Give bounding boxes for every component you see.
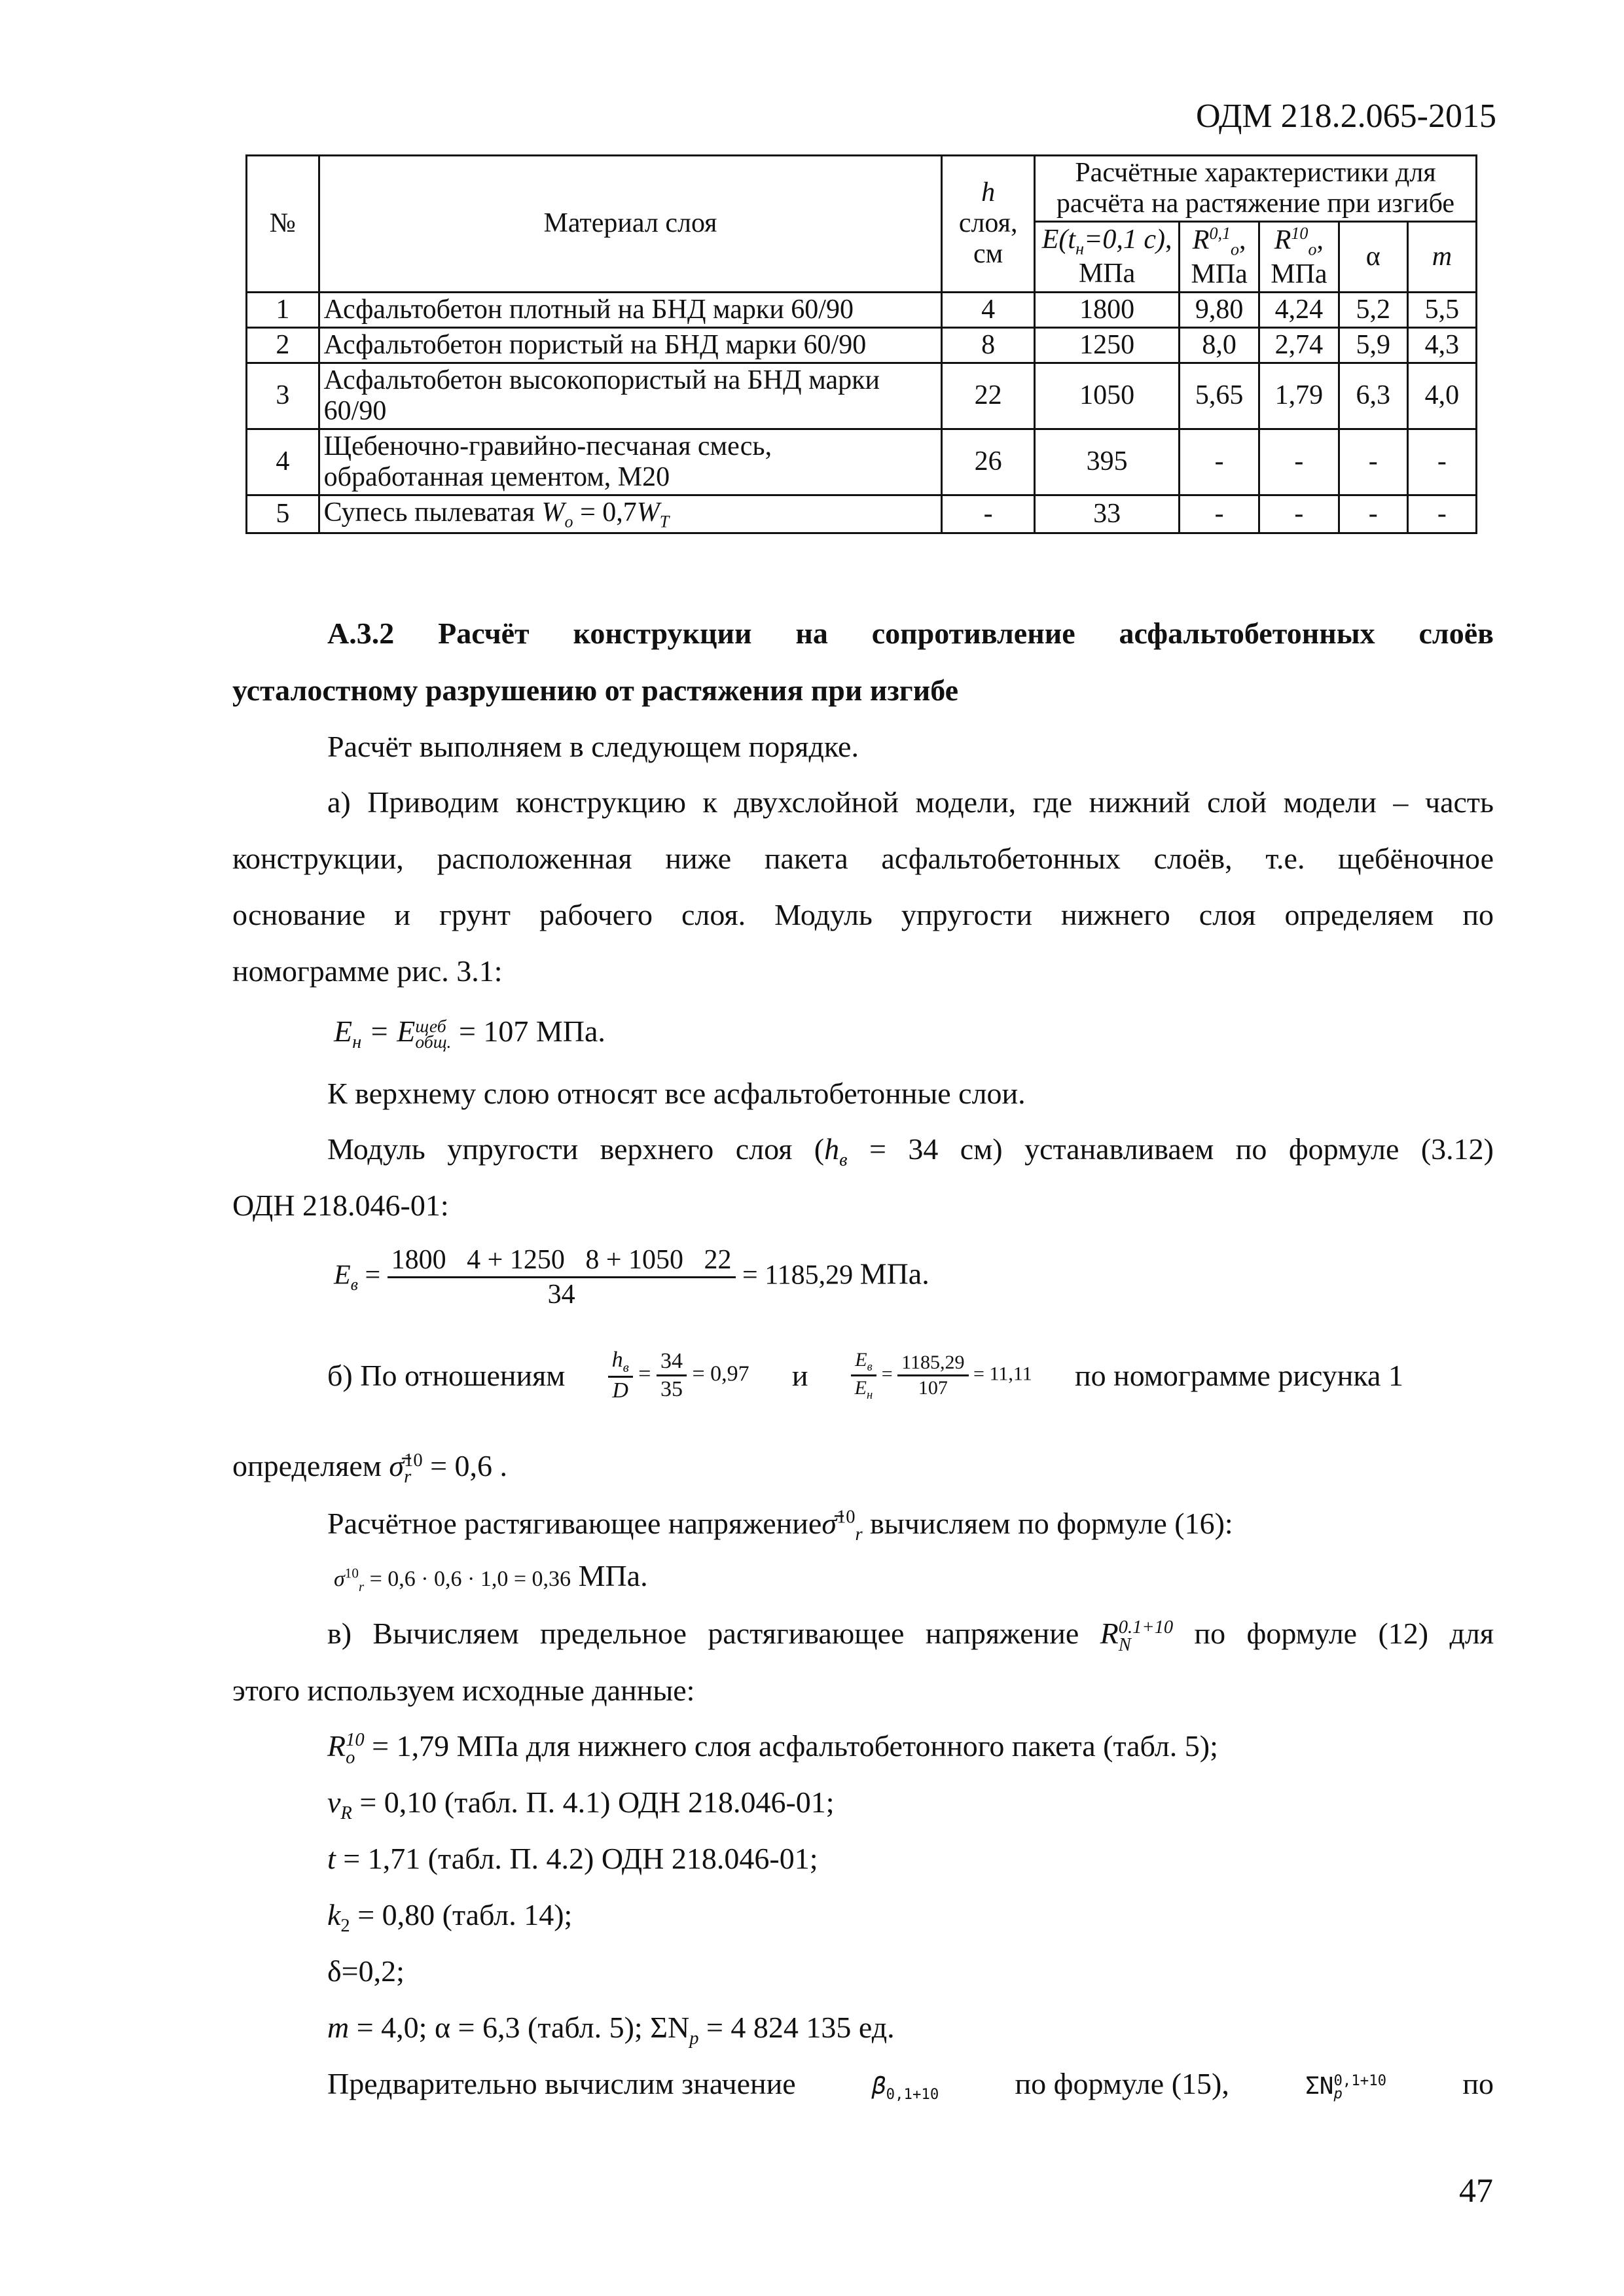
paragraph-a-line-2: конструкции, расположенная ниже пакета асфальтобетонных слоёв, т.е. щебёночное xyxy=(232,842,1494,875)
p9-sum-sup: 0,1+10 xyxy=(1333,2072,1387,2089)
p9-sum xyxy=(1305,2072,1386,2100)
p5-f2-frac xyxy=(851,1348,877,1403)
material-eq: = 0,7 xyxy=(573,497,637,528)
p5-and: и xyxy=(791,1359,808,1393)
paragraph-modulus-line-1 xyxy=(327,1131,1494,1172)
p8-r: R xyxy=(1100,1617,1119,1650)
p9-text-a: Предварительно вычислим значение xyxy=(327,2067,796,2100)
f3-unit: МПа. xyxy=(578,1559,648,1592)
cell-material: Асфальтобетон высокопористый на БНД марки 60/90 xyxy=(319,363,942,429)
paragraph-stress xyxy=(327,1505,1233,1546)
p9-text-b: по формуле (15), xyxy=(1015,2067,1229,2100)
paragraph-preliminary xyxy=(327,2066,1494,2104)
f1-lhs: E xyxy=(334,1014,353,1048)
p5-f1-num xyxy=(608,1347,633,1378)
col-header-material: Материал слоя xyxy=(319,156,942,293)
p5-ratio-e: $\frac{E_в}{E_н}$ = $\frac{1185,29}{107}$ = 11,11 xyxy=(851,1348,1032,1403)
p6-sub: r xyxy=(404,1467,412,1488)
col-header-r10: $R^{10}_о$, МПа xyxy=(1259,222,1339,293)
f3-sup: 10 xyxy=(344,1565,359,1581)
p5-f2-frac2 xyxy=(897,1351,968,1400)
p5-f2-num-sub: в xyxy=(867,1360,873,1374)
p7-text-a: Расчётное растягивающее напряжение xyxy=(327,1507,822,1540)
p5-f2-num-var: E xyxy=(855,1349,867,1371)
f2-unit: МПа. xyxy=(859,1257,929,1291)
p9-sum-sub: p xyxy=(1333,2085,1343,2102)
material-wt: W xyxy=(636,497,660,528)
table-row xyxy=(247,292,1477,327)
data-vr xyxy=(327,1784,835,1825)
document-code: ОДМ 218.2.065-2015 xyxy=(1196,98,1496,135)
r10-sub: о xyxy=(1308,240,1317,259)
d4-text: = 0,80 (табл. 14); xyxy=(350,1898,573,1931)
paragraph-c-line-2: этого используем исходные данные: xyxy=(232,1674,695,1707)
data-m-alpha-np xyxy=(327,2009,895,2050)
p7-sub: r xyxy=(855,1524,863,1545)
e-label-b: =0,1 с) xyxy=(1084,224,1165,255)
cell-m: 4,3 xyxy=(1407,327,1476,363)
p4-h: h xyxy=(824,1132,840,1166)
cell-r10: 4,24 xyxy=(1259,292,1339,327)
cell-alpha: 5,2 xyxy=(1339,292,1407,327)
cell-r10: 2,74 xyxy=(1259,327,1339,363)
cell-m: - xyxy=(1407,429,1476,495)
p7-sup: 10 xyxy=(837,1507,856,1528)
f2-lhs-sub: в xyxy=(350,1274,358,1294)
r01-sup: 0,1 xyxy=(1209,224,1231,243)
col-header-thickness xyxy=(942,156,1035,293)
p8-sup: 0.1+10 xyxy=(1118,1617,1174,1638)
d4-sub: 2 xyxy=(340,1916,350,1937)
data-r10 xyxy=(327,1728,1218,1767)
d1-r: R xyxy=(327,1729,346,1763)
cell-h: 26 xyxy=(942,429,1035,495)
f1-sub: общ. xyxy=(415,1031,452,1052)
col-header-group: Расчётные характеристики для расчёта на растяжение при изгибе xyxy=(1034,156,1476,222)
e-unit: , МПа xyxy=(1078,224,1172,289)
f1-sup: щеб xyxy=(415,1015,446,1036)
p6-text-b: = 0,6 . xyxy=(422,1449,508,1482)
cell-h: 4 xyxy=(942,292,1035,327)
f3-sigma: σ xyxy=(334,1567,345,1591)
table-row xyxy=(247,429,1477,495)
r10-unit: МПа xyxy=(1271,259,1327,289)
p6-sup: 10 xyxy=(404,1450,423,1471)
cell-e: 1050 xyxy=(1034,363,1179,429)
col-header-m: m xyxy=(1407,222,1476,293)
cell-h: - xyxy=(942,495,1035,533)
p5-f2-res: = 11,11 xyxy=(973,1363,1032,1385)
material-wt-sub: Т xyxy=(659,512,670,531)
f1-rhs: = 107 МПа. xyxy=(451,1014,605,1048)
cell-no: 2 xyxy=(247,327,319,363)
cell-r10: 1,79 xyxy=(1259,363,1339,429)
h-var: h xyxy=(981,177,996,208)
f1-lhs-sub: н xyxy=(352,1032,362,1053)
f2-rhs: = 1185,29 xyxy=(742,1260,854,1291)
cell-e: 1250 xyxy=(1034,327,1179,363)
cell-m: 5,5 xyxy=(1407,292,1476,327)
material-w: W xyxy=(541,497,565,528)
r10-var: R xyxy=(1274,225,1291,256)
p5-f2-den-var: E xyxy=(854,1377,867,1399)
cell-no: 1 xyxy=(247,292,319,327)
p9-beta xyxy=(872,2072,939,2104)
section-heading-line-1: А.3.2 Расчёт конструкции на сопротивление асфальтобетонных слоёв xyxy=(327,617,1494,650)
table-row xyxy=(247,327,1477,363)
cell-no: 3 xyxy=(247,363,319,429)
d6-text-b: = 4 824 135 ед. xyxy=(698,2011,895,2044)
d1-text: = 1,79 МПа для нижнего слоя асфальтобетонного пакета (табл. 5); xyxy=(364,1729,1218,1763)
cell-e: 395 xyxy=(1034,429,1179,495)
cell-material xyxy=(319,495,942,533)
col-header-alpha: α xyxy=(1339,222,1407,293)
paragraph-a-line-4: номограмме рис. 3.1: xyxy=(232,954,503,988)
formula-ev: $E_в$ = $\frac{1800 4 + 1250 8 + 1050 22}{34}$ = 1185,29 МПа. xyxy=(334,1244,929,1312)
d2-sub: R xyxy=(340,1803,352,1824)
d1-supsub xyxy=(346,1731,365,1767)
r01-var: R xyxy=(1192,225,1210,256)
cell-h: 8 xyxy=(942,327,1035,363)
p5-f2-den xyxy=(851,1376,877,1403)
f2-den: 34 xyxy=(547,1280,575,1310)
p4-text-b: = 34 см) устанавливаем по формуле (3.12) xyxy=(847,1132,1494,1166)
formula-en xyxy=(334,1013,605,1054)
paragraph-modulus-line-2: ОДН 218.046-01: xyxy=(232,1189,449,1222)
cell-material: Асфальтобетон пористый на БНД марки 60/90 xyxy=(319,327,942,363)
d3-t: t xyxy=(327,1842,336,1875)
p9-sum-sym: ΣN xyxy=(1305,2073,1334,2100)
cell-material: Асфальтобетон плотный на БНД марки 60/90 xyxy=(319,292,942,327)
col-header-modulus xyxy=(1034,222,1179,293)
formula-sigma xyxy=(334,1558,648,1595)
p4-text-a: Модуль упругости верхнего слоя ( xyxy=(327,1132,825,1166)
p5-f1-frac xyxy=(608,1347,633,1405)
section-heading-line-2: усталостному разрушению от растяжения при изгибе xyxy=(232,673,959,707)
p5-f1-res: = 0,97 xyxy=(692,1361,749,1386)
cell-e: 1800 xyxy=(1034,292,1179,327)
d2-text: = 0,10 (табл. П. 4.1) ОДН 218.046-01; xyxy=(352,1785,835,1819)
f3-rhs: = 0,6 · 0,6 · 1,0 = 0,36 xyxy=(364,1567,571,1591)
d6-m: m xyxy=(327,2011,350,2044)
p7-sigma: σ̄ xyxy=(821,1507,837,1540)
table-row xyxy=(247,495,1477,533)
p6-supsub xyxy=(404,1452,423,1486)
cell-r10: - xyxy=(1259,495,1339,533)
f3-sub: r xyxy=(358,1578,365,1594)
d4-k: k xyxy=(327,1898,341,1931)
r01-unit: МПа xyxy=(1191,259,1248,289)
d2-v: v xyxy=(327,1785,341,1819)
p8-sub: N xyxy=(1118,1635,1131,1656)
cell-e: 33 xyxy=(1034,495,1179,533)
p8-text-b: по формуле (12) для xyxy=(1173,1617,1494,1650)
cell-r01: - xyxy=(1180,429,1259,495)
f1-eq: = E xyxy=(361,1014,416,1048)
p5-f2-num xyxy=(851,1348,877,1376)
p5-f1-frac2 xyxy=(657,1348,687,1404)
d1-sub: о xyxy=(346,1748,355,1768)
material-w-sub: о xyxy=(564,512,573,531)
p8-supsub xyxy=(1119,1619,1173,1654)
p5-text-a: б) По отношениям xyxy=(327,1359,566,1393)
f2-fraction xyxy=(388,1244,736,1312)
p4-h-sub: в xyxy=(839,1150,848,1171)
cell-r01: 5,65 xyxy=(1180,363,1259,429)
paragraph-upper-layer: К верхнему слою относят все асфальтобетонные слои. xyxy=(327,1077,1026,1110)
d1-sup: 10 xyxy=(346,1730,365,1751)
p5-f1-num2: 34 xyxy=(657,1348,687,1377)
cell-alpha: 6,3 xyxy=(1339,363,1407,429)
h-unit: слоя, см xyxy=(958,208,1018,270)
cell-r01: 9,80 xyxy=(1180,292,1259,327)
cell-no: 5 xyxy=(247,495,319,533)
paragraph-b-line-1 xyxy=(327,1347,1494,1405)
p8-text-a: в) Вычисляем предельное растягивающее напряжение xyxy=(327,1617,1100,1650)
page-number: 47 xyxy=(1459,2172,1493,2210)
p6-sigma: σ̄ xyxy=(389,1449,405,1482)
cell-m: - xyxy=(1407,495,1476,533)
p5-f1-num-sub: в xyxy=(623,1359,629,1375)
p9-beta-sym: β xyxy=(871,2073,886,2100)
p6-text-a: определяем xyxy=(232,1449,382,1482)
data-k2 xyxy=(327,1897,572,1937)
cell-r01: 8,0 xyxy=(1180,327,1259,363)
r01-sub: о xyxy=(1230,240,1239,259)
e-label-a: E(t xyxy=(1041,224,1076,255)
paragraph-order: Расчёт выполняем в следующем порядке. xyxy=(327,730,859,763)
d3-text: = 1,71 (табл. П. 4.2) ОДН 218.046-01; xyxy=(335,1842,818,1875)
p9-sum-supsub xyxy=(1333,2074,1386,2100)
d6-text-a: = 4,0; α = 6,3 (табл. 5); ΣN xyxy=(349,2011,690,2044)
table-header-row xyxy=(247,156,1477,222)
cell-alpha: 5,9 xyxy=(1339,327,1407,363)
f2-lhs: E xyxy=(334,1260,351,1291)
col-header-no: № xyxy=(247,156,319,293)
p5-f1-den2: 35 xyxy=(660,1377,683,1402)
p9-text-c: по xyxy=(1462,2067,1494,2100)
cell-alpha: - xyxy=(1339,495,1407,533)
cell-material: Щебеночно-гравийно-песчаная смесь, обработанная цементом, М20 xyxy=(319,429,942,495)
p5-text-b: по номограмме рисунка 1 xyxy=(1074,1359,1403,1393)
p5-f2-num2: 1185,29 xyxy=(897,1351,968,1376)
r10-sup: 10 xyxy=(1291,224,1308,243)
cell-no: 4 xyxy=(247,429,319,495)
f2-num: 1800 4 + 1250 8 + 1050 22 xyxy=(388,1244,736,1278)
d6-sub: p xyxy=(689,2028,699,2049)
cell-alpha: - xyxy=(1339,429,1407,495)
material-text: Супесь пылеватая xyxy=(323,497,542,528)
data-delta: δ=0,2; xyxy=(327,1954,405,1988)
paragraph-a-line-3: основание и грунт рабочего слоя. Модуль упругости нижнего слоя определяем по xyxy=(232,898,1494,931)
cell-m: 4,0 xyxy=(1407,363,1476,429)
p5-f2-den-sub: н xyxy=(867,1388,873,1403)
col-header-r01: R$^{0,1}_о$, МПа xyxy=(1180,222,1259,293)
e-label-sub: н xyxy=(1075,239,1084,259)
cell-h: 22 xyxy=(942,363,1035,429)
p5-f1-num-var: h xyxy=(611,1348,623,1372)
paragraph-b-line-2 xyxy=(232,1448,507,1486)
p5-ratio-h: $\frac{h_в}{D}$ = $\frac{34}{35}$ = 0,97 xyxy=(608,1347,749,1405)
f3-expr xyxy=(334,1565,571,1594)
paragraph-c-line-1 xyxy=(327,1615,1494,1655)
p5-f1-den: D xyxy=(612,1378,628,1403)
f1-supsub xyxy=(415,1015,452,1052)
paragraph-a-line-1: а) Приводим конструкцию к двухслойной модели, где нижний слой модели – часть xyxy=(327,785,1494,819)
p9-beta-sub: 0,1+10 xyxy=(886,2086,939,2104)
table-row xyxy=(247,363,1477,429)
data-t xyxy=(327,1840,818,1876)
layers-table xyxy=(245,154,1477,534)
cell-r10: - xyxy=(1259,429,1339,495)
p7-text-b: вычисляем по формуле (16): xyxy=(862,1507,1233,1540)
cell-r01: - xyxy=(1180,495,1259,533)
p5-f2-den2: 107 xyxy=(918,1377,948,1399)
